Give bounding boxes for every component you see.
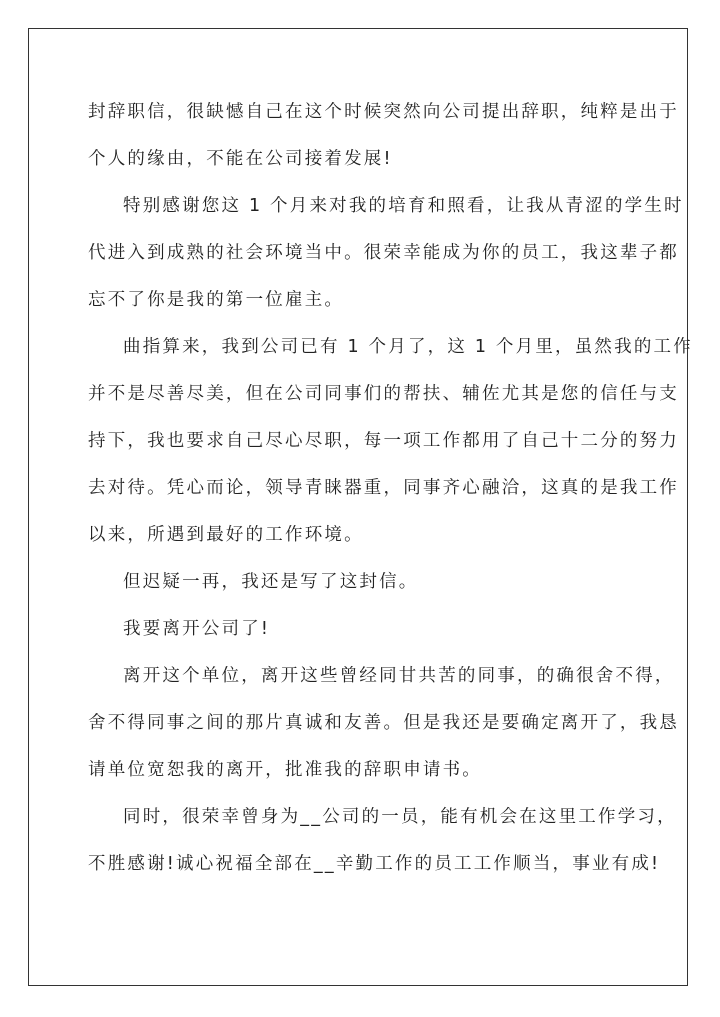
text-line: 不胜感谢!诚心祝福全部在__辛勤工作的员工工作顺当，事业有成! xyxy=(88,854,661,874)
text-line: 我要离开公司了! xyxy=(123,619,271,639)
text-line: 并不是尽善尽美，但在公司同事们的帮扶、辅佐尤其是您的信任与支 xyxy=(88,384,679,404)
text-line: 个人的缘由，不能在公司接着发展! xyxy=(88,149,393,169)
text-line: 忘不了你是我的第一位雇主。 xyxy=(88,290,345,310)
text-line: 以来，所遇到最好的工作环境。 xyxy=(88,525,364,545)
text-line: 舍不得同事之间的那片真诚和友善。但是我还是要确定离开了，我恳 xyxy=(88,713,679,733)
text-line: 代进入到成熟的社会环境当中。很荣幸能成为你的员工，我这辈子都 xyxy=(88,243,679,263)
page-border xyxy=(28,28,693,986)
text-line: 请单位宽恕我的离开，批准我的辞职申请书。 xyxy=(88,760,482,780)
text-line: 特别感谢您这 1 个月来对我的培育和照看，让我从青涩的学生时 xyxy=(123,196,684,216)
text-line: 持下，我也要求自己尽心尽职，每一项工作都用了自己十二分的努力 xyxy=(88,431,679,451)
text-line: 但迟疑一再，我还是写了这封信。 xyxy=(123,572,419,592)
text-line: 封辞职信，很缺憾自己在这个时候突然向公司提出辞职，纯粹是出于 xyxy=(88,102,679,122)
text-line: 离开这个单位，离开这些曾经同甘共苦的同事，的确很舍不得， xyxy=(123,666,675,686)
text-line: 曲指算来，我到公司已有 1 个月了，这 1 个月里，虽然我的工作 xyxy=(123,337,693,357)
text-line: 去对待。凭心而论，领导青睐器重，同事齐心融洽，这真的是我工作 xyxy=(88,478,679,498)
text-line: 同时，很荣幸曾身为__公司的一员，能有机会在这里工作学习， xyxy=(123,807,677,827)
